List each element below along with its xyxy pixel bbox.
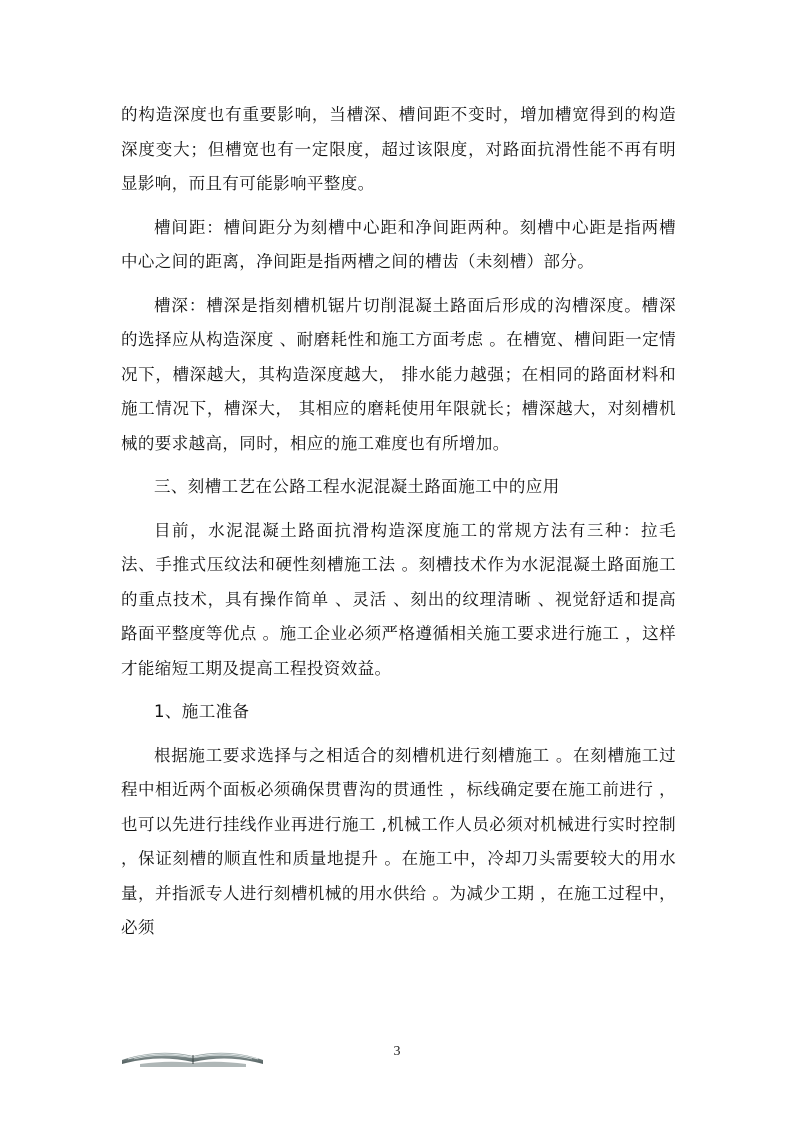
document-body (121, 98, 676, 955)
paragraph-groove-spacing: 槽间距：槽间距分为刻槽中心距和净间距两种。刻槽中心距是指两槽中心之间的距离，净间距是指两槽之间的槽齿（未刻槽）部分。 (121, 217, 676, 271)
section-heading-3: 三、刻槽工艺在公路工程水泥混凝土路面施工中的应用 (154, 477, 560, 496)
page-number: 3 (393, 1044, 401, 1059)
paragraph-groove-depth: 槽深：槽深是指刻槽机锯片切削混凝土路面后形成的沟槽深度。槽深的选择应从构造深度 、耐磨耗性和施工方面考虑 。在槽宽、槽间距一定情况下，槽深越大，其构造深度越大， 排水能力越强；在相同的路面材料和施工情况下，槽深大， 其相应的磨耗使用年限就长；槽深越大，对刻槽机械的要求越高，同时，相应的施工难度也有所增加。 (121, 295, 676, 453)
paragraph-current-methods: 目前，水泥混凝土路面抗滑构造深度施工的常规方法有三种：拉毛法、手推式压纹法和硬性刻槽施工法 。刻槽技术作为水泥混凝土路面施工的重点技术，具有操作简单 、灵活 、刻出的纹理清晰 、视觉舒适和提高路面平整度等优点 。施工企业必须严格遵循相关施工要求进行施工 ，这样才能缩短工期及提高工程投资效益。 (121, 520, 676, 678)
subsection-heading-1: 1、施工准备 (154, 702, 250, 721)
paragraph-groove-width-effect: 的构造深度也有重要影响，当槽深、槽间距不变时，增加槽宽得到的构造深度变大；但槽宽也有一定限度，超过该限度，对路面抗滑性能不再有明显影响，而且有可能影响平整度。 (121, 105, 676, 193)
paragraph-construction-prep: 根据施工要求选择与之相适合的刻槽机进行刻槽施工 。在刻槽施工过程中相近两个面板必须确保贯曹沟的贯通性 ，标线确定要在施工前进行 ，也可以先进行挂线作业再进行施工 ,机械工作人员必须对机械进行实时控制 ，保证刻槽的顺直性和质量地提升 。在施工中，冷却刀头需要较大的用水量，并指派专人进行刻槽机械的用水供给 。为减少工期 ，在施工过程中， 必须 (121, 745, 676, 937)
open-book-icon (120, 1042, 265, 1068)
